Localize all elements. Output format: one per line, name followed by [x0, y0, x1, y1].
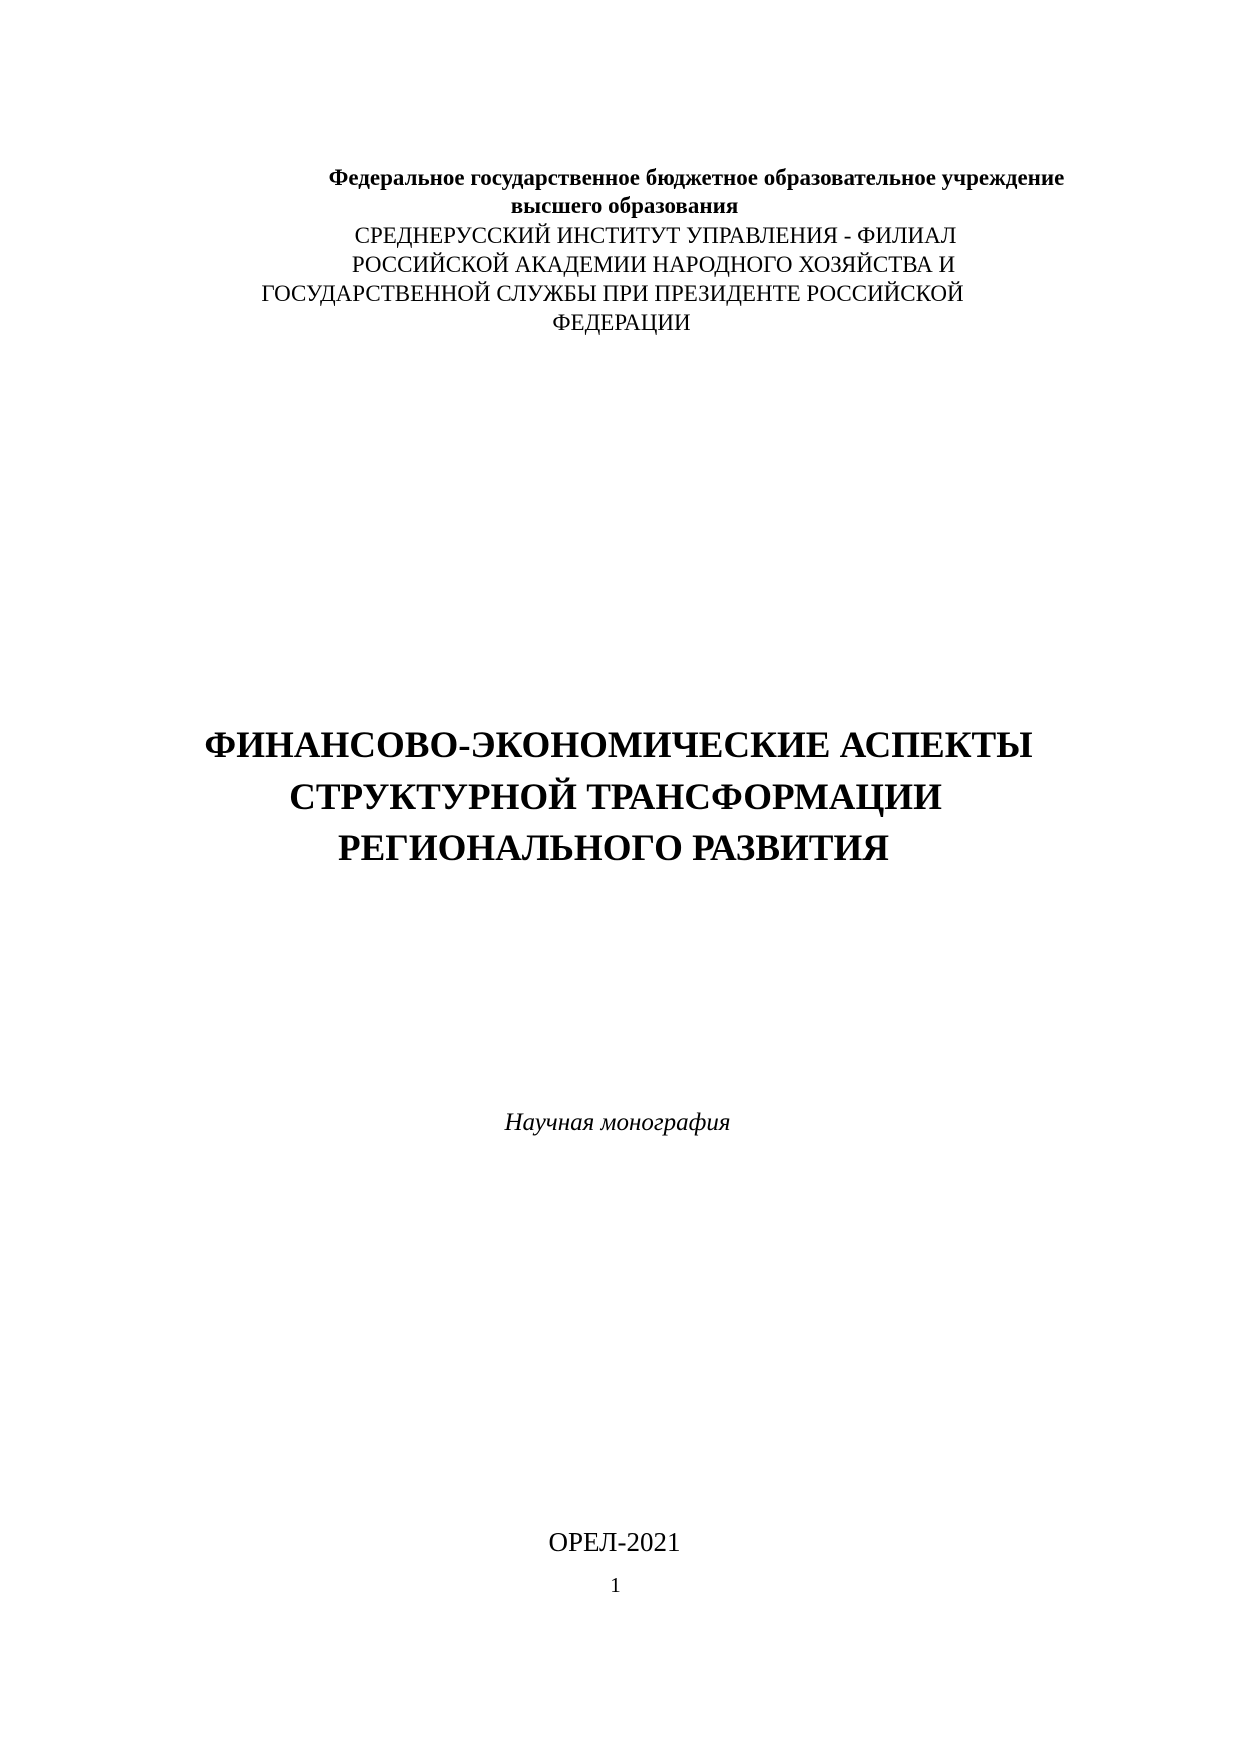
institution-line-2: высшего образования [510, 193, 739, 218]
institution-line-6: ФЕДЕРАЦИИ [552, 310, 691, 335]
city-year: ОРЕЛ-2021 [548, 1527, 681, 1557]
institution-line-5: ГОСУДАРСТВЕННОЙ СЛУЖБЫ ПРИ ПРЕЗИДЕНТЕ РОССИЙСКОЙ [261, 281, 964, 306]
institution-line-4: РОССИЙСКОЙ АКАДЕМИИ НАРОДНОГО ХОЗЯЙСТВА И [351, 252, 956, 277]
document-title-line-1: ФИНАНСОВО-ЭКОНОМИЧЕСКИЕ АСПЕКТЫ [204, 725, 1033, 766]
institution-line-3: СРЕДНЕРУССКИЙ ИНСТИТУТ УПРАВЛЕНИЯ - ФИЛИАЛ [354, 223, 957, 248]
document-title-line-2: СТРУКТУРНОЙ ТРАНСФОРМАЦИИ [289, 777, 942, 818]
document-subtitle: Научная монография [504, 1109, 731, 1136]
document-title-line-3: РЕГИОНАЛЬНОГО РАЗВИТИЯ [338, 828, 889, 869]
institution-line-1: Федеральное государственное бюджетное образовательное учреждение [328, 165, 1065, 190]
page-number: 1 [610, 1573, 621, 1597]
